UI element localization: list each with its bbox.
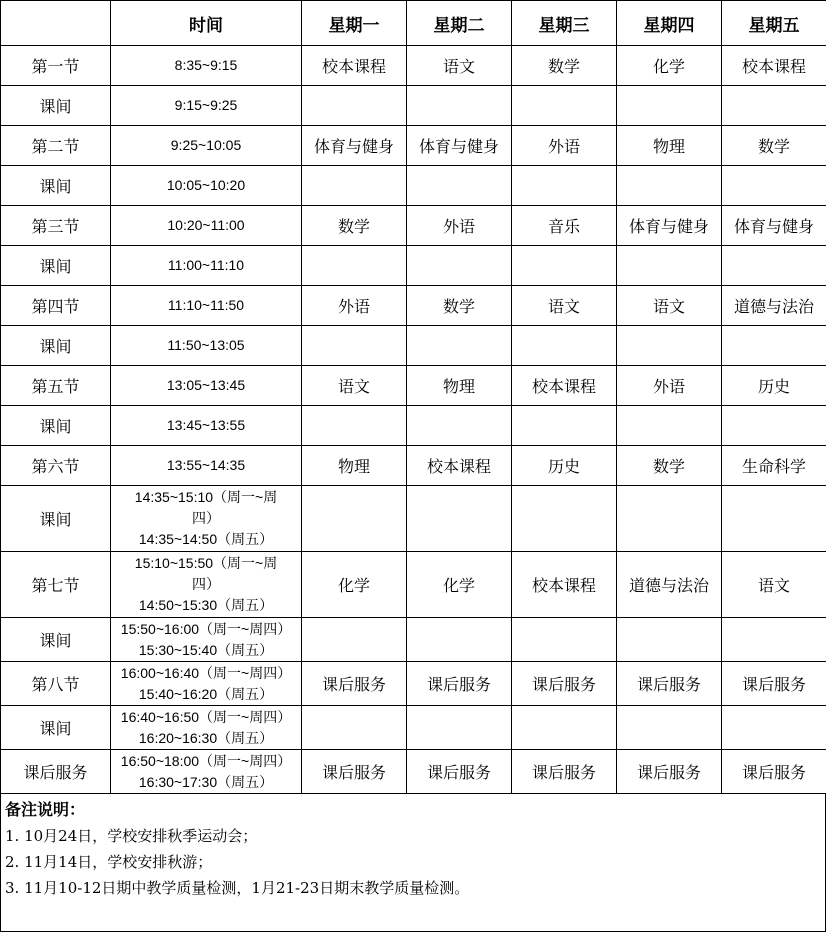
time-cell [111, 206, 302, 246]
subject-cell-monday [302, 166, 407, 206]
notes-section [0, 794, 826, 932]
time-cell [111, 406, 302, 446]
table-row [1, 246, 826, 286]
subject-cell-thursday: 课后服务 [617, 662, 722, 706]
subject-cell-thursday [617, 706, 722, 750]
subject-cell-thursday: 数学 [617, 446, 722, 486]
time-cell [111, 366, 302, 406]
subject-cell-wednesday [512, 326, 617, 366]
table-row [1, 486, 826, 552]
time-line: 四） [192, 576, 220, 592]
table-row [1, 286, 826, 326]
subject-cell-tuesday [407, 618, 512, 662]
subject-cell-friday [722, 86, 826, 126]
subject-cell-friday: 课后服务 [722, 750, 826, 794]
timetable-body [1, 46, 826, 794]
subject-cell-thursday [617, 618, 722, 662]
subject-cell-thursday: 化学 [617, 46, 722, 86]
subject-cell-friday: 课后服务 [722, 662, 826, 706]
subject-cell-thursday: 课后服务 [617, 750, 722, 794]
note-line: 1. 10月24日，学校安排秋季运动会； [5, 827, 258, 845]
subject-cell-wednesday: 数学 [512, 46, 617, 86]
subject-cell-tuesday [407, 406, 512, 446]
period-cell: 第八节 [1, 662, 111, 706]
subject-cell-tuesday [407, 166, 512, 206]
table-row [1, 46, 826, 86]
subject-cell-wednesday: 课后服务 [512, 662, 617, 706]
time-line: 16:00~16:40（周一~周四） [120, 664, 292, 681]
subject-cell-monday: 物理 [302, 446, 407, 486]
subject-cell-tuesday: 课后服务 [407, 662, 512, 706]
subject-cell-friday [722, 246, 826, 286]
subject-cell-wednesday: 语文 [512, 286, 617, 326]
header-corner [1, 1, 111, 46]
header-time: 时间 [111, 1, 302, 46]
subject-cell-thursday: 外语 [617, 366, 722, 406]
time-line: 13:45~13:55 [166, 417, 246, 433]
subject-cell-thursday [617, 486, 722, 552]
table-row [1, 618, 826, 662]
time-line: 15:50~16:00（周一~周四） [120, 620, 292, 637]
subject-cell-monday: 外语 [302, 286, 407, 326]
subject-cell-thursday [617, 326, 722, 366]
subject-cell-friday: 历史 [722, 366, 826, 406]
header-monday: 星期一 [302, 1, 407, 46]
time-line: 13:55~14:35 [166, 457, 246, 473]
period-cell: 第三节 [1, 206, 111, 246]
time-cell [111, 662, 302, 706]
header-tuesday: 星期二 [407, 1, 512, 46]
subject-cell-wednesday: 音乐 [512, 206, 617, 246]
subject-cell-friday: 生命科学 [722, 446, 826, 486]
subject-cell-tuesday: 外语 [407, 206, 512, 246]
subject-cell-friday [722, 166, 826, 206]
subject-cell-monday [302, 86, 407, 126]
subject-cell-friday [722, 326, 826, 366]
subject-cell-friday [722, 706, 826, 750]
subject-cell-wednesday: 课后服务 [512, 750, 617, 794]
period-cell: 第五节 [1, 366, 111, 406]
subject-cell-monday: 体育与健身 [302, 126, 407, 166]
header-row [1, 1, 826, 46]
subject-cell-tuesday [407, 486, 512, 552]
period-cell: 课后服务 [1, 750, 111, 794]
note-line: 3. 11月10-12日期中教学质量检测，1月21-23日期末教学质量检测。 [5, 879, 470, 897]
subject-cell-wednesday: 外语 [512, 126, 617, 166]
time-line: 16:30~17:30（周五） [138, 773, 274, 790]
subject-cell-tuesday: 课后服务 [407, 750, 512, 794]
subject-cell-monday: 课后服务 [302, 662, 407, 706]
table-row [1, 206, 826, 246]
table-row [1, 126, 826, 166]
time-line: 10:05~10:20 [166, 177, 246, 193]
period-cell: 课间 [1, 486, 111, 552]
time-line: 16:40~16:50（周一~周四） [120, 708, 292, 725]
subject-cell-wednesday [512, 86, 617, 126]
time-cell [111, 750, 302, 794]
time-line: 14:35~14:50（周五） [138, 531, 274, 547]
subject-cell-wednesday [512, 486, 617, 552]
time-cell [111, 706, 302, 750]
time-cell [111, 46, 302, 86]
period-cell: 课间 [1, 86, 111, 126]
time-cell [111, 486, 302, 552]
subject-cell-monday [302, 706, 407, 750]
subject-cell-thursday: 物理 [617, 126, 722, 166]
subject-cell-wednesday: 历史 [512, 446, 617, 486]
subject-cell-friday: 数学 [722, 126, 826, 166]
subject-cell-tuesday: 物理 [407, 366, 512, 406]
time-line: 15:30~15:40（周五） [138, 641, 274, 658]
time-line: 14:35~15:10（周一~周 [134, 489, 278, 505]
subject-cell-wednesday: 校本课程 [512, 366, 617, 406]
time-cell [111, 246, 302, 286]
subject-cell-wednesday [512, 246, 617, 286]
period-cell: 第四节 [1, 286, 111, 326]
subject-cell-tuesday: 体育与健身 [407, 126, 512, 166]
notes-title: 备注说明： [5, 800, 86, 819]
period-cell: 第六节 [1, 446, 111, 486]
subject-cell-monday [302, 486, 407, 552]
note-line: 2. 11月14日，学校安排秋游； [5, 853, 213, 871]
period-cell: 课间 [1, 618, 111, 662]
time-line: 8:35~9:15 [174, 57, 238, 73]
time-line: 9:25~10:05 [170, 137, 242, 153]
period-cell: 第七节 [1, 552, 111, 618]
subject-cell-friday: 体育与健身 [722, 206, 826, 246]
table-row [1, 446, 826, 486]
table-row [1, 406, 826, 446]
subject-cell-monday [302, 246, 407, 286]
subject-cell-tuesday [407, 706, 512, 750]
time-line: 15:10~15:50（周一~周 [134, 555, 278, 571]
subject-cell-friday [722, 486, 826, 552]
subject-cell-monday: 课后服务 [302, 750, 407, 794]
time-cell [111, 126, 302, 166]
header-thursday: 星期四 [617, 1, 722, 46]
period-cell: 课间 [1, 326, 111, 366]
subject-cell-monday: 数学 [302, 206, 407, 246]
period-cell: 课间 [1, 166, 111, 206]
header-friday: 星期五 [722, 1, 826, 46]
subject-cell-thursday [617, 166, 722, 206]
table-row [1, 662, 826, 706]
time-line: 11:50~13:05 [167, 337, 245, 353]
subject-cell-monday: 化学 [302, 552, 407, 618]
subject-cell-tuesday [407, 326, 512, 366]
table-row [1, 166, 826, 206]
subject-cell-thursday: 体育与健身 [617, 206, 722, 246]
subject-cell-thursday: 语文 [617, 286, 722, 326]
subject-cell-friday [722, 406, 826, 446]
subject-cell-tuesday: 校本课程 [407, 446, 512, 486]
table-row [1, 366, 826, 406]
time-cell [111, 446, 302, 486]
time-line: 16:20~16:30（周五） [138, 729, 274, 746]
time-line: 10:20~11:00 [167, 217, 245, 233]
table-row [1, 326, 826, 366]
time-line: 16:50~18:00（周一~周四） [120, 752, 292, 769]
subject-cell-wednesday [512, 706, 617, 750]
table-row [1, 750, 826, 794]
subject-cell-monday [302, 618, 407, 662]
subject-cell-tuesday [407, 246, 512, 286]
subject-cell-thursday [617, 86, 722, 126]
time-cell [111, 86, 302, 126]
time-cell [111, 286, 302, 326]
time-line: 11:00~11:10 [167, 257, 245, 273]
subject-cell-friday: 校本课程 [722, 46, 826, 86]
subject-cell-monday: 校本课程 [302, 46, 407, 86]
subject-cell-wednesday [512, 618, 617, 662]
subject-cell-wednesday [512, 406, 617, 446]
header-wednesday: 星期三 [512, 1, 617, 46]
subject-cell-tuesday: 化学 [407, 552, 512, 618]
subject-cell-tuesday: 语文 [407, 46, 512, 86]
subject-cell-friday: 语文 [722, 552, 826, 618]
subject-cell-tuesday [407, 86, 512, 126]
period-cell: 课间 [1, 406, 111, 446]
subject-cell-thursday: 道德与法治 [617, 552, 722, 618]
time-line: 11:10~11:50 [167, 297, 245, 313]
subject-cell-thursday [617, 246, 722, 286]
time-cell [111, 326, 302, 366]
subject-cell-friday [722, 618, 826, 662]
subject-cell-monday: 语文 [302, 366, 407, 406]
time-line: 四） [192, 510, 220, 526]
subject-cell-wednesday: 校本课程 [512, 552, 617, 618]
period-cell: 课间 [1, 706, 111, 750]
time-line: 15:40~16:20（周五） [138, 685, 274, 702]
table-row [1, 706, 826, 750]
time-cell [111, 166, 302, 206]
subject-cell-monday [302, 326, 407, 366]
table-row [1, 86, 826, 126]
time-cell [111, 618, 302, 662]
subject-cell-tuesday: 数学 [407, 286, 512, 326]
subject-cell-wednesday [512, 166, 617, 206]
subject-cell-thursday [617, 406, 722, 446]
subject-cell-monday [302, 406, 407, 446]
time-line: 13:05~13:45 [166, 377, 246, 393]
period-cell: 课间 [1, 246, 111, 286]
subject-cell-friday: 道德与法治 [722, 286, 826, 326]
time-line: 14:50~15:30（周五） [138, 597, 274, 613]
time-cell [111, 552, 302, 618]
time-line: 9:15~9:25 [174, 97, 238, 113]
period-cell: 第一节 [1, 46, 111, 86]
table-row [1, 552, 826, 618]
period-cell: 第二节 [1, 126, 111, 166]
